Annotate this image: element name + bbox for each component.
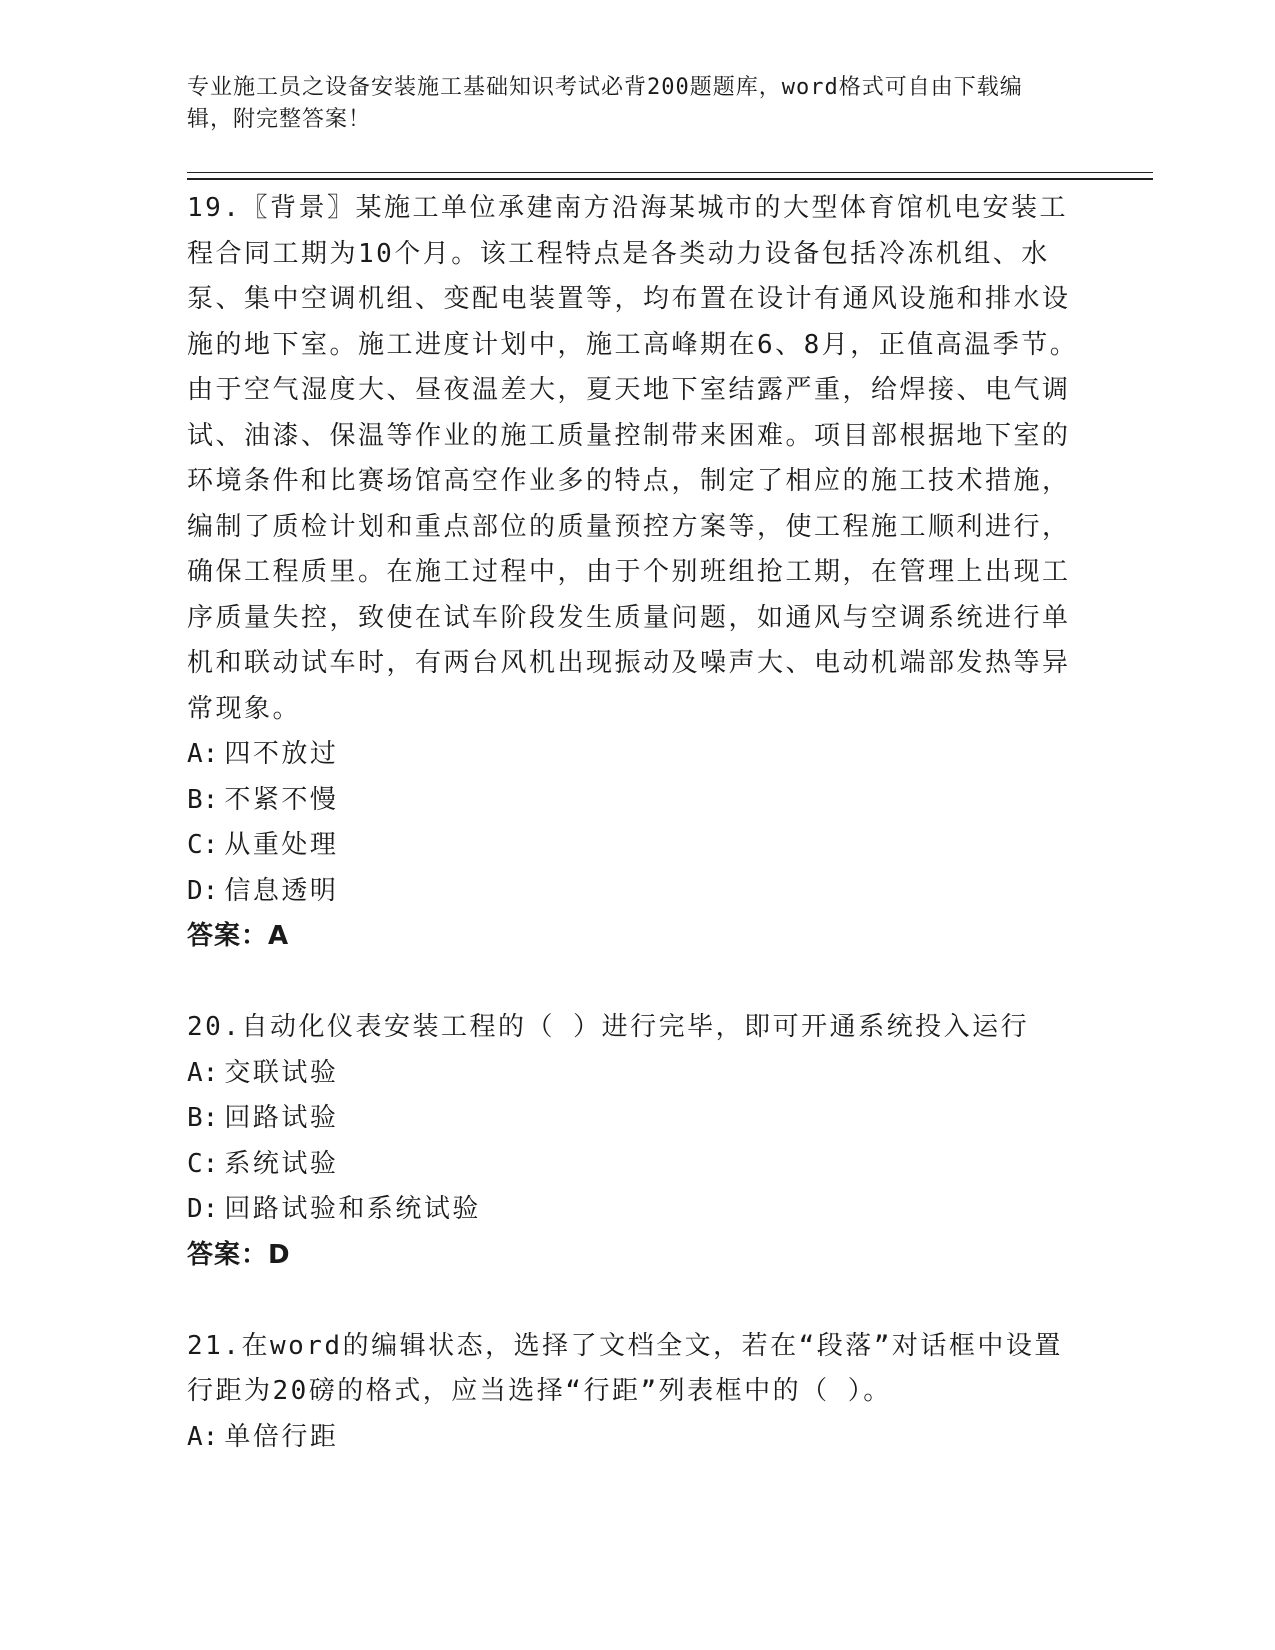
option-d <box>187 1187 1087 1233</box>
option-text: 信息透明 <box>224 875 339 906</box>
option-c <box>187 1142 1087 1188</box>
option-c <box>187 823 1087 869</box>
option-text: 回路试验 <box>224 1103 339 1133</box>
question-stem: 20.自动化仪表安装工程的（ ）进行完毕，即可开通系统投入运行 <box>187 1012 1030 1042</box>
question-20 <box>187 1005 1087 1278</box>
option-label: D: <box>187 875 219 906</box>
header-rule-thick <box>187 178 1153 180</box>
question-stem: 19.〖背景〗某施工单位承建南方沿海某城市的大型体育馆机电安装工程合同工期为10个月。该工程特点是各类动力设备包括冷冻机组、水泵、集中空调机组、变配电装置等，均布置在设计有通风设施和排水设施的地下室。施工进度计划中，施工高峰期在6、8月，正值高温季节。由于空气湿度大、昼夜温差大，夏天地下室结露严重，给焊接、电气调试、油漆、保温等作业的施工质量控制带来困难。项目部根据地下室的环境条件和比赛场馆高空作业多的特点，制定了相应的施工技术措施，编制了质检计划和重点部位的质量预控方案等，使工程施工顺利进行，确保工程质里。在施工过程中，由于个别班组抢工期，在管理上出现工序质量失控，致使在试车阶段发生质量问题，如通风与空调系统进行单机和联动试车时，有两台风机出现振动及噪声大、电动机端部发热等异常现象。 <box>187 193 1079 724</box>
question-21 <box>187 1324 1087 1461</box>
option-text: 单倍行距 <box>224 1421 339 1452</box>
option-label: A: <box>187 1421 219 1452</box>
option-a <box>187 1415 1087 1461</box>
option-a <box>187 732 1087 778</box>
option-text: 回路试验和系统试验 <box>224 1194 481 1224</box>
option-b <box>187 1096 1087 1142</box>
question-gap <box>187 1278 1087 1324</box>
option-d <box>187 869 1087 915</box>
option-label: C: <box>187 830 219 860</box>
option-text: 不紧不慢 <box>224 784 339 815</box>
option-text: 从重处理 <box>224 830 339 860</box>
header-rule-thin <box>187 172 1153 173</box>
option-text: 交联试验 <box>224 1057 339 1088</box>
answer-line: 答案：A <box>187 921 290 951</box>
option-a <box>187 1051 1087 1097</box>
option-label: C: <box>187 1148 219 1179</box>
question-gap <box>187 960 1087 1006</box>
option-label: B: <box>187 1103 219 1133</box>
option-label: A: <box>187 1057 219 1088</box>
option-label: D: <box>187 1194 219 1224</box>
option-text: 系统试验 <box>224 1148 339 1179</box>
option-label: B: <box>187 784 219 815</box>
question-19 <box>187 186 1087 960</box>
document-header: 专业施工员之设备安装施工基础知识考试必背200题题库，word格式可自由下载编辑，附完整答案！ <box>187 75 1023 132</box>
document-body <box>187 186 1087 1460</box>
question-stem: 21.在word的编辑状态，选择了文档全文，若在“段落”对话框中设置行距为20磅的格式，应当选择“行距”列表框中的（ ）。 <box>187 1330 1063 1406</box>
answer-line: 答案：D <box>187 1239 291 1270</box>
option-b <box>187 778 1087 824</box>
option-label: A: <box>187 739 219 769</box>
option-text: 四不放过 <box>224 739 339 769</box>
